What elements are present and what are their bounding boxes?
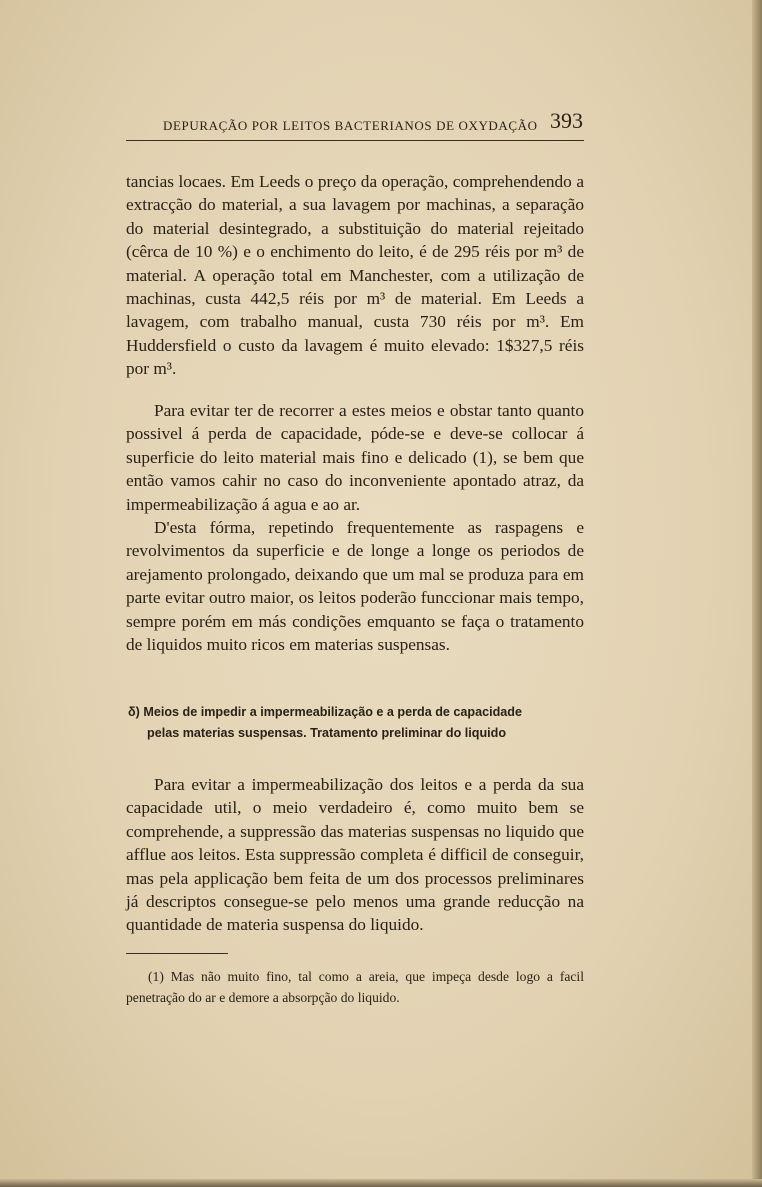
section-heading-line-1: δ) Meios de impedir a impermeabilização e a perda de capacidade — [128, 705, 522, 719]
section-heading — [128, 702, 584, 744]
running-header — [163, 108, 583, 134]
text-block-bottom — [126, 773, 584, 937]
header-rule — [126, 140, 584, 141]
paragraph: Para evitar a impermeabilização dos leitos e a perda da sua capacidade util, o meio verdadeiro é, como muito bem se comprehende, a suppressão das materias suspensas no liquido que afflue aos leitos. Esta suppressão completa é difficil de conseguir, mas pela applicação bem feita de um dos processos preliminares já descriptos consegue-se pelo menos uma grande reducção na quantidade de materia suspensa do liquido. — [126, 775, 584, 935]
footnote-rule — [126, 953, 228, 954]
page-edge-right — [752, 0, 762, 1187]
paragraph: tancias locaes. Em Leeds o preço da operação, comprehendendo a extracção do material, a sua lavagem por machinas, a separação do material desintegrado, a substituição do material rejeitado (cêrca de 10 %) e o enchimento do leito, é de 295 réis por m³ de material. A operação total em Manchester, com a utilização de machinas, custa 442,5 réis por m³ de material. Em Leeds a lavagem, com trabalho manual, custa 730 réis por m³. Em Huddersfield o custo da lavagem é muito elevado: 1$327,5 réis por m³. — [126, 172, 584, 379]
footnote — [126, 966, 584, 1008]
footnote-text: (1) Mas não muito fino, tal como a areia, que impeça desde logo a facil penetração do ar e demore a absorpção do liquido. — [126, 969, 584, 1005]
text-block-middle — [126, 399, 584, 656]
paragraph: D'esta fórma, repetindo frequentemente as raspagens e revolvimentos da superficie e de longe a longe os periodos de arejamento prolongado, deixando que um mal se produza para em parte evitar outro maior, os leitos poderão funccionar mais tempo, sempre porém em más condições emquanto se faça o tratamento de liquidos muito ricos em materias suspensas. — [126, 518, 584, 655]
page-edge-bottom — [0, 1179, 762, 1187]
paragraph: Para evitar ter de recorrer a estes meios e obstar tanto quanto possivel á perda de capacidade, póde-se e deve-se collocar á superficie do leito material mais fino e delicado (1), se bem que então vamos cahir no caso do inconveniente apontado atraz, da impermeabilização á agua e ao ar. — [126, 401, 584, 514]
section-heading-line-2: pelas materias suspensas. Tratamento preliminar do liquido — [147, 726, 507, 740]
running-title: DEPURAÇÃO POR LEITOS BACTERIANOS DE OXYDAÇÃO — [163, 118, 538, 133]
text-block-top — [126, 170, 584, 381]
page-number: 393 — [550, 108, 583, 133]
